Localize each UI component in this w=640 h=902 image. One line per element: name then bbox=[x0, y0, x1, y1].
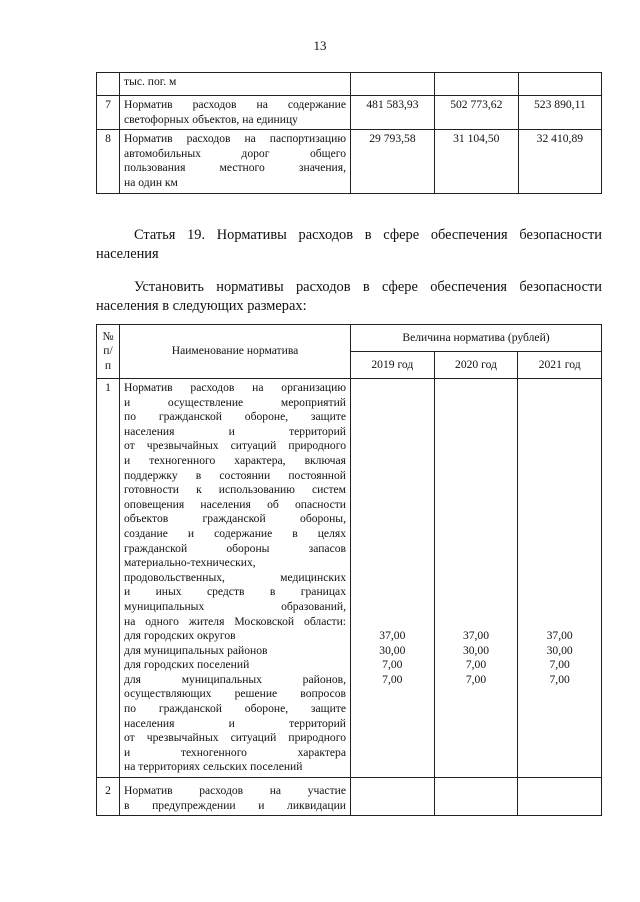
table-road-costs bbox=[96, 72, 602, 194]
name-line: гражданской обороны запасов bbox=[124, 541, 346, 555]
row-number: 1 bbox=[97, 379, 120, 778]
value-line: 7,00 bbox=[382, 672, 403, 686]
header-group: Величина норматива (рублей) bbox=[351, 325, 602, 352]
spacer bbox=[355, 454, 430, 469]
value-line: 37,00 bbox=[462, 629, 490, 643]
name-line: продовольственных, медицинских bbox=[124, 570, 346, 584]
value-line: 37,00 bbox=[379, 629, 406, 643]
name-line: населения и территорий bbox=[124, 424, 346, 438]
value-line: 30,00 bbox=[546, 643, 573, 657]
spacer bbox=[355, 396, 430, 411]
norm-name bbox=[120, 130, 351, 193]
name-line: готовности к использованию систем bbox=[124, 483, 346, 497]
name-line: на одного жителя Московской области: bbox=[124, 614, 346, 628]
page-number: 13 bbox=[313, 38, 327, 53]
spacer bbox=[355, 381, 430, 396]
spacer bbox=[522, 571, 597, 586]
table-row bbox=[97, 96, 602, 130]
name-line: по гражданской обороне, защите bbox=[124, 410, 346, 424]
name-line: тыс. пог. м bbox=[124, 75, 177, 88]
name-line: муниципальных образований, bbox=[124, 599, 346, 613]
row-number bbox=[97, 73, 120, 96]
name-line: Норматив расходов на организацию bbox=[124, 381, 346, 394]
spacer bbox=[439, 585, 514, 600]
spacer bbox=[439, 483, 514, 498]
value-line: 7,00 bbox=[549, 658, 570, 672]
article-intro: Установить нормативы расходов в сфере обеспечения безопасности населения в следующих размерах: bbox=[96, 279, 602, 314]
value-line: 30,00 bbox=[462, 643, 490, 657]
name-line: Норматив расходов на участие bbox=[124, 784, 346, 798]
spacer bbox=[439, 396, 514, 411]
norm-name bbox=[120, 96, 351, 130]
spacer bbox=[439, 615, 514, 630]
name-line: автомобильных дорог общего bbox=[124, 146, 346, 160]
name-line: и осуществление мероприятий bbox=[124, 395, 346, 409]
article-title: Статья 19. Нормативы расходов в сфере обеспечения безопасности населения bbox=[96, 227, 602, 262]
spacer bbox=[355, 527, 430, 542]
name-line: объектов гражданской обороны, bbox=[124, 512, 346, 526]
value-2021: 523 890,11 bbox=[518, 96, 601, 130]
spacer bbox=[522, 381, 597, 396]
spacer bbox=[522, 498, 597, 513]
spacer bbox=[439, 498, 514, 513]
value-2021: 32 410,89 bbox=[518, 130, 601, 193]
header-name: Наименование норматива bbox=[120, 325, 351, 379]
name-line: материально-технических, bbox=[124, 556, 256, 570]
name-line: и техногенного характера, включая bbox=[124, 453, 346, 467]
spacer bbox=[522, 600, 597, 615]
row-number: 2 bbox=[97, 778, 120, 816]
spacer bbox=[522, 469, 597, 484]
spacer bbox=[439, 454, 514, 469]
spacer bbox=[522, 483, 597, 498]
spacer bbox=[522, 439, 597, 454]
table-row bbox=[97, 73, 602, 96]
norm-name bbox=[120, 379, 351, 778]
spacer bbox=[439, 542, 514, 557]
spacer bbox=[522, 585, 597, 600]
spacer bbox=[355, 585, 430, 600]
header-2020: 2020 год bbox=[434, 352, 518, 379]
value-line: 7,00 bbox=[382, 658, 403, 672]
name-line: поддержку в состоянии постоянной bbox=[124, 468, 346, 482]
spacer bbox=[522, 396, 597, 411]
value-2020 bbox=[434, 379, 518, 778]
value-2020 bbox=[434, 778, 518, 816]
spacer bbox=[522, 512, 597, 527]
spacer bbox=[439, 381, 514, 396]
norm-name bbox=[120, 778, 351, 816]
name-line: для городских округов bbox=[124, 629, 236, 643]
name-line: оповещения населения об опасности bbox=[124, 497, 346, 511]
value-2020: 31 104,50 bbox=[434, 130, 518, 193]
name-line: от чрезвычайных ситуаций природного bbox=[124, 439, 346, 453]
spacer bbox=[522, 556, 597, 571]
spacer bbox=[522, 542, 597, 557]
value-2019: 481 583,93 bbox=[351, 96, 435, 130]
spacer bbox=[522, 410, 597, 425]
value-2021 bbox=[518, 73, 601, 96]
name-line: Норматив расходов на содержание bbox=[124, 98, 346, 111]
name-line: на территориях сельских поселений bbox=[124, 760, 303, 774]
table-row bbox=[97, 130, 602, 193]
value-2019 bbox=[351, 778, 435, 816]
value-2019 bbox=[351, 73, 435, 96]
header-num: № п/п bbox=[97, 325, 120, 379]
spacer bbox=[355, 615, 430, 630]
spacer bbox=[439, 439, 514, 454]
name-line: Норматив расходов на паспортизацию bbox=[124, 132, 346, 146]
row-number: 7 bbox=[97, 96, 120, 130]
value-2019: 29 793,58 bbox=[351, 130, 435, 193]
header-2019: 2019 год bbox=[351, 352, 435, 379]
value-2019 bbox=[351, 379, 435, 778]
name-line: пользования местного значения, bbox=[124, 161, 346, 175]
name-line: для муниципальных районов bbox=[124, 643, 268, 657]
spacer bbox=[355, 410, 430, 425]
spacer bbox=[522, 527, 597, 542]
spacer bbox=[439, 469, 514, 484]
spacer bbox=[522, 615, 597, 630]
header-2021: 2021 год bbox=[518, 352, 602, 379]
name-line: населения и территорий bbox=[124, 716, 346, 730]
value-line: 30,00 bbox=[379, 643, 406, 657]
value-2021 bbox=[518, 778, 602, 816]
value-line: 37,00 bbox=[546, 629, 573, 643]
table-safety-costs bbox=[96, 324, 602, 816]
table-row bbox=[97, 379, 602, 778]
value-line: 7,00 bbox=[465, 658, 487, 672]
name-line: и иных средств в границах bbox=[124, 585, 346, 599]
name-line: для городских поселений bbox=[124, 658, 250, 672]
name-line: на один км bbox=[124, 175, 178, 189]
spacer bbox=[355, 425, 430, 440]
value-2021 bbox=[518, 379, 602, 778]
row-number: 8 bbox=[97, 130, 120, 193]
spacer bbox=[355, 600, 430, 615]
spacer bbox=[439, 512, 514, 527]
name-line: и техногенного характера bbox=[124, 745, 346, 759]
name-line: по гражданской обороне, защите bbox=[124, 702, 346, 716]
name-line: осуществляющих решение вопросов bbox=[124, 687, 346, 701]
spacer bbox=[355, 469, 430, 484]
name-line: создание и содержание в целях bbox=[124, 526, 346, 540]
spacer bbox=[439, 527, 514, 542]
spacer bbox=[355, 498, 430, 513]
spacer bbox=[355, 542, 430, 557]
spacer bbox=[522, 454, 597, 469]
spacer bbox=[439, 600, 514, 615]
spacer bbox=[439, 556, 514, 571]
spacer bbox=[439, 571, 514, 586]
name-line: от чрезвычайных ситуаций природного bbox=[124, 731, 346, 745]
spacer bbox=[355, 439, 430, 454]
value-line: 7,00 bbox=[549, 672, 570, 686]
norm-name bbox=[120, 73, 351, 96]
name-line: для муниципальных районов, bbox=[124, 672, 346, 686]
spacer bbox=[522, 425, 597, 440]
table-row bbox=[97, 778, 602, 816]
name-line: светофорных объектов, на единицу bbox=[124, 112, 298, 126]
spacer bbox=[355, 483, 430, 498]
spacer bbox=[439, 410, 514, 425]
spacer bbox=[439, 425, 514, 440]
value-line: 7,00 bbox=[465, 672, 487, 686]
spacer bbox=[355, 556, 430, 571]
spacer bbox=[355, 571, 430, 586]
value-2020: 502 773,62 bbox=[434, 96, 518, 130]
value-2020 bbox=[434, 73, 518, 96]
spacer bbox=[355, 512, 430, 527]
name-line: в предупреждении и ликвидации bbox=[124, 798, 346, 812]
